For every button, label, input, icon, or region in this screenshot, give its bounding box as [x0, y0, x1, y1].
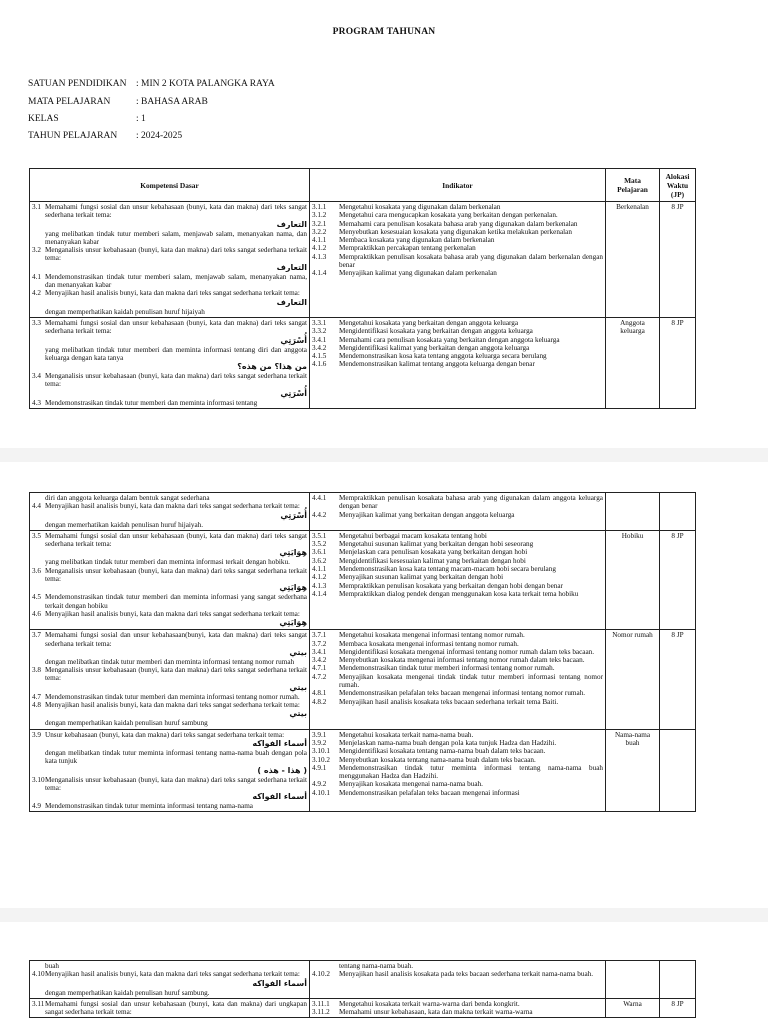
indikator-item — [312, 970, 603, 978]
document-page-1 — [0, 0, 768, 448]
kd-text: Memahami fungsi sosial dan unsur kebahasaan (bunyi, kata dan makna) dari ungkapan sangat sederhana terkait tema: — [45, 999, 307, 1017]
indikator-item — [312, 360, 603, 368]
kd-number: 4.9 — [32, 802, 41, 811]
indikator-number: 3.5.2 — [312, 540, 327, 549]
indikator-item — [312, 557, 603, 565]
indikator-number: 4.8.2 — [312, 697, 327, 706]
indikator-text: Mempraktikkan penulisan kosakata bahasa arab yang digunakan dalam berkenalan dengan benar — [339, 252, 603, 270]
indikator-text: Mendemonstrasikan pelafalan teks bacaan mengenai informasi — [339, 788, 520, 797]
indikator-text: Membaca kosakata mengenai informasi tentang nomor rumah. — [339, 639, 519, 648]
kd-continuation-text: dengan memerhatikan kaidah penulisan huruf hijaiyah. — [45, 520, 204, 529]
indikator-item — [312, 764, 603, 781]
indikator-text: Mendemonstrasikan kosa kata tentang macam-macam hobi secara berulang — [339, 565, 556, 574]
kd-number: 4.7 — [32, 692, 41, 701]
indikator-text: Membaca kosakata yang digunakan dalam berkenalan — [339, 236, 495, 245]
indikator-item — [312, 211, 603, 219]
kd-text: Menyajikan hasil analisis bunyi, kata dan makna dari teks sangat sederhana terkait tema: — [45, 970, 300, 979]
arabic-theme-text: أسماء الفواكه — [252, 792, 307, 802]
indikator-text: Menyajikan kalimat yang berkaitan dengan anggota keluarga — [339, 510, 515, 519]
meta-label: TAHUN PELAJARAN — [28, 131, 118, 141]
indikator-item — [312, 203, 603, 211]
arabic-theme-text: ( هذا - هذه ) — [257, 765, 307, 775]
indikator-number: 3.6.2 — [312, 556, 327, 565]
meta-value: : 1 — [136, 114, 146, 124]
arabic-theme-text: التعارف — [276, 219, 307, 229]
indikator-item — [312, 336, 603, 344]
indikator-item — [312, 319, 603, 327]
kd-text: Memahami fungsi sosial dan unsur kebahasaan (bunyi, kata dan makna) dari teks sangat sederhana terkait tema: — [45, 318, 307, 336]
indikator-number: 4.9.2 — [312, 780, 327, 789]
arabic-theme-text: أُسْرَتِي — [280, 388, 307, 398]
indikator-item — [312, 590, 603, 598]
indikator-number: 3.2.1 — [312, 219, 327, 228]
kd-number: 4.4 — [32, 502, 41, 511]
indikator-number: 4.10.2 — [312, 970, 330, 979]
table-row — [30, 530, 696, 629]
indikator-cell — [310, 530, 606, 629]
program-table-page-2 — [29, 492, 696, 812]
indikator-number: 4.7.1 — [312, 664, 327, 673]
kd-item — [32, 610, 307, 618]
kd-item — [32, 593, 307, 610]
indikator-text: Memahami cara penulisan kosakata bahasa arab yang digunakan dalam berkenalan — [339, 219, 578, 228]
kd-number: 4.3 — [32, 398, 41, 407]
indikator-number: 4.1.1 — [312, 565, 327, 574]
indikator-item — [312, 648, 603, 656]
indikator-number: 3.1.2 — [312, 211, 327, 220]
indikator-cell — [310, 493, 606, 531]
header-mata-pelajaran: Mata Pelajaran — [606, 169, 660, 202]
kd-number: 3.4 — [32, 372, 41, 381]
kd-item — [32, 666, 307, 683]
kd-number: 4.2 — [32, 289, 41, 298]
indikator-item — [312, 352, 603, 360]
indikator-item — [312, 673, 603, 690]
kd-text: Menyajikan hasil analisis bunyi, kata dan makna dari teks sangat sederhana terkait tema: — [45, 502, 300, 511]
indikator-item — [312, 1000, 603, 1008]
indikator-number: 4.1.4 — [312, 589, 327, 598]
indikator-text: Menyajikan susunan kalimat yang berkaitan dengan hobi — [339, 573, 504, 582]
indikator-text: Mendemonstrasikan kalimat tentang anggota keluarga dengan benar — [339, 360, 535, 369]
indikator-text: Menyebutkan kosakata tentang nama-nama buah dalam teks bacaan. — [339, 755, 536, 764]
alokasi-waktu-cell — [660, 729, 696, 812]
indikator-cell — [310, 998, 606, 1018]
indikator-item — [312, 565, 603, 573]
kd-text: Menyajikan hasil analisis bunyi, kata dan makna dari teks sangat sederhana terkait tema: — [45, 609, 300, 618]
mata-pelajaran-cell: Warna — [606, 998, 660, 1018]
kd-item — [32, 203, 307, 220]
kd-continuation-text: dengan memperhatikan kaidah penulisan huruf sambung. — [45, 988, 210, 997]
alokasi-waktu-cell — [660, 961, 696, 999]
indikator-text: tentang nama-nama buah. — [339, 962, 414, 970]
indikator-text: Menyajikan kosakata mengenai nama-nama buah. — [339, 780, 483, 789]
arabic-theme-text: بيتي — [289, 647, 307, 657]
kd-continuation-text: diri dan anggota keluarga dalam bentuk sangat sederhana — [45, 494, 210, 502]
indikator-number: 4.9.1 — [312, 763, 327, 772]
kd-item — [32, 1000, 307, 1017]
indikator-number: 4.4.2 — [312, 510, 327, 519]
indikator-number: 3.11.2 — [312, 1008, 330, 1017]
meta-row-mapel — [28, 97, 208, 107]
indikator-item — [312, 756, 603, 764]
indikator-text: Mengidentifikasi kosakata mengenai informasi tentang nomor rumah dalam teks bacaan. — [339, 647, 595, 656]
indikator-item — [312, 962, 603, 970]
indikator-text: Mempraktikkan penulisan kosakata bahasa arab yang digunakan dalam anggota keluarga dengan benar — [339, 494, 603, 511]
indikator-number: 4.8.1 — [312, 689, 327, 698]
kd-item — [32, 246, 307, 263]
kd-number: 4.1 — [32, 272, 41, 281]
indikator-cell — [310, 729, 606, 812]
kd-item — [32, 273, 307, 290]
kd-number: 3.2 — [32, 246, 41, 255]
kd-item — [32, 693, 307, 701]
indikator-number: 3.2.2 — [312, 227, 327, 236]
indikator-text: Menyajikan hasil analisis kosakata pada teks bacaan sederhana terkait nama-nama buah. — [339, 970, 594, 979]
kd-item — [32, 502, 307, 510]
indikator-number: 3.4.1 — [312, 335, 327, 344]
indikator-number: 4.1.3 — [312, 252, 327, 261]
meta-value: : MIN 2 KOTA PALANGKA RAYA — [136, 79, 275, 89]
kd-number: 3.8 — [32, 666, 41, 675]
table-row — [30, 202, 696, 318]
indikator-number: 4.1.4 — [312, 269, 327, 278]
indikator-item — [312, 689, 603, 697]
kd-text: Menyajikan hasil analisis bunyi, kata dan makna dari teks sangat sederhana terkait tema: — [45, 701, 300, 710]
indikator-item — [312, 244, 603, 252]
indikator-text: Mengetahui kosakata terkait warna-warna dari benda kongkrit. — [339, 999, 520, 1008]
indikator-text: Mempraktikkan dialog pendek dengan menggunakan kosa kata terkait tema hobiku — [339, 589, 579, 598]
alokasi-waktu-cell — [660, 493, 696, 531]
indikator-item — [312, 327, 603, 335]
meta-row-tahun — [28, 131, 182, 141]
kd-number: 3.5 — [32, 531, 41, 540]
indikator-cell — [310, 630, 606, 729]
kd-number: 3.9 — [32, 730, 41, 739]
kd-number: 3.7 — [32, 631, 41, 640]
indikator-item — [312, 236, 603, 244]
indikator-number: 3.9.1 — [312, 730, 327, 739]
program-table-page-3 — [29, 960, 696, 1018]
indikator-item — [312, 540, 603, 548]
kompetensi-dasar-cell — [30, 317, 310, 408]
indikator-number: 4.1.2 — [312, 573, 327, 582]
indikator-number: 4.10.1 — [312, 788, 330, 797]
table-body — [30, 202, 696, 409]
kd-item — [32, 776, 307, 793]
indikator-item — [312, 220, 603, 228]
kompetensi-dasar-cell — [30, 630, 310, 729]
indikator-number: 3.4.1 — [312, 647, 327, 656]
indikator-text: Menyajikan kosakata mengenai tindak tindak tutur memberi informasi tentang nomor rumah. — [339, 672, 603, 690]
indikator-text: Mendemonstrasikan pelafalan teks bacaan mengenai informasi tentang nomor rumah. — [339, 689, 586, 698]
indikator-number: 4.1.1 — [312, 236, 327, 245]
indikator-text: Menjelaskan cara penulisan kosakata yang berkaitan dengan hobi — [339, 548, 528, 557]
table-body — [30, 493, 696, 812]
indikator-text: Menyebutkan kesesuaian kosakata yang digunakan ketika melakukan perkenalan — [339, 227, 572, 236]
indikator-cell — [310, 202, 606, 318]
kd-text: Mendemonstrasikan tindak tutur memberi salam, menjawab salam, menanyakan nama, dan menanyakan kabar — [45, 272, 307, 290]
kompetensi-dasar-cell — [30, 961, 310, 999]
kd-item — [32, 372, 307, 389]
kd-number: 4.8 — [32, 701, 41, 710]
kd-number: 3.10 — [32, 775, 45, 784]
arabic-theme-text: التعارف — [276, 297, 307, 307]
mata-pelajaran-cell: Anggota keluarga — [606, 317, 660, 408]
indikator-item — [312, 640, 603, 648]
document-page-2 — [0, 462, 768, 908]
table-row — [30, 630, 696, 729]
mata-pelajaran-cell: Hobiku — [606, 530, 660, 629]
kd-text: Mendemonstrasikan tindak tutur meminta informasi tentang nama-nama — [45, 802, 253, 811]
indikator-item — [312, 511, 603, 519]
indikator-text: Memahami unsur kebahasaan, kata dan makna terkait warna-warna — [339, 1008, 533, 1017]
kompetensi-dasar-cell — [30, 530, 310, 629]
kd-item — [32, 319, 307, 336]
arabic-theme-text: هِوَايَتِي — [279, 618, 307, 628]
indikator-text: Menyebutkan kosakata mengenai informasi tentang nomor rumah dalam teks bacaan. — [339, 656, 585, 665]
indikator-number: 3.10.1 — [312, 747, 330, 756]
document-page-3 — [0, 922, 768, 1024]
kd-number: 4.6 — [32, 609, 41, 618]
kd-continuation-text: yang melibatkan tindak tutur memberi salam, menjawab salam, menanyakan nama, dan menanyakan kabar — [45, 229, 307, 246]
indikator-text: Memahami cara penulisan kosakata yang berkaitan dengan anggota keluarga — [339, 335, 560, 344]
alokasi-waktu-cell: 8 JP — [660, 998, 696, 1018]
indikator-number: 3.3.2 — [312, 327, 327, 336]
header-indikator: Indikator — [310, 169, 606, 202]
table-row — [30, 317, 696, 408]
kd-item — [32, 701, 307, 709]
kd-text: Mendemonstrasikan tindak tutur memberi dan meminta informasi tentang nomor rumah. — [45, 692, 300, 701]
kd-text: Memahami fungsi sosial dan unsur kebahasaan(bunyi, kata dan makna) dari teks sangat sederhana terkait tema: — [45, 631, 307, 648]
kd-number: 3.1 — [32, 203, 41, 211]
indikator-item — [312, 582, 603, 590]
indikator-text: Mengetahui berbagai macam kosakata tentang hobi — [339, 531, 487, 540]
program-table-page-1 — [29, 168, 696, 409]
meta-value: : 2024-2025 — [136, 131, 183, 141]
indikator-item — [312, 747, 603, 755]
alokasi-waktu-cell: 8 JP — [660, 202, 696, 318]
indikator-text: Mendemonstrasikan tindak tutur meminta informasi tentang nama-nama buah menggunakan Hadza dan Hadzihi. — [339, 763, 603, 781]
kd-text: Memahami fungsi sosial dan unsur kebahasaan (bunyi, kata dan makna) dari teks sangat sederhana terkait tema: — [45, 203, 307, 220]
indikator-item — [312, 780, 603, 788]
arabic-theme-text: أُسْرَتِي — [280, 335, 307, 345]
meta-label: SATUAN PENDIDIKAN — [28, 79, 127, 89]
alokasi-waktu-cell: 8 JP — [660, 317, 696, 408]
indikator-text: Menjelaskan nama-nama buah dengan pola kata tunjuk Hadza dan Hadzihi. — [339, 738, 557, 747]
kd-item — [32, 532, 307, 549]
table-header-row — [30, 169, 696, 202]
indikator-number: 4.7.2 — [312, 672, 327, 681]
indikator-text: Mendemonstrasikan kosa kata tentang anggota keluarga secara berulang — [339, 352, 547, 361]
header-alokasi-waktu: Alokasi Waktu (JP) — [660, 169, 696, 202]
indikator-number: 3.4.2 — [312, 343, 327, 352]
alokasi-waktu-cell: 8 JP — [660, 630, 696, 729]
meta-row-kelas — [28, 114, 146, 124]
kd-number: 3.6 — [32, 566, 41, 575]
mata-pelajaran-cell — [606, 493, 660, 531]
indikator-item — [312, 739, 603, 747]
kd-continuation-text: dengan memperhatikan kaidah penulisan huruf hijaiyah — [45, 307, 205, 316]
kd-item — [32, 289, 307, 297]
document-title: PROGRAM TAHUNAN — [332, 27, 436, 37]
mata-pelajaran-cell — [606, 961, 660, 999]
arabic-theme-text: من هذا؟ من هذه؟ — [237, 362, 307, 372]
kd-item — [32, 399, 307, 407]
kompetensi-dasar-cell — [30, 493, 310, 531]
kd-continuation-text: buah — [45, 962, 59, 970]
mata-pelajaran-cell: Berkenalan — [606, 202, 660, 318]
kd-text: Menganalisis unsur kebahasaan (bunyi, kata dan makna) dari teks sangat sederhana terkait tema: — [45, 566, 307, 584]
arabic-theme-text: بيتي — [289, 682, 307, 692]
arabic-theme-text: أسماء الفواكه — [252, 978, 307, 988]
kd-text: Menganalisis unsur kebahasaan (bunyi, kata dan makna) dari teks sangat sederhana terkait tema: — [45, 775, 307, 792]
indikator-number: 3.7.2 — [312, 639, 327, 648]
indikator-text: Mengidentifikasi kalimat yang berkaitan dengan anggota keluarga — [339, 343, 530, 352]
indikator-item — [312, 494, 603, 511]
indikator-text: Mengidentifikasi kosakata yang berkaitan dengan anggota keluarga — [339, 327, 533, 336]
arabic-theme-text: هِوَايَتِي — [279, 583, 307, 593]
table-row — [30, 729, 696, 812]
table-row — [30, 961, 696, 999]
arabic-theme-text: أُسْرَتِي — [280, 510, 307, 520]
indikator-number: 4.1.6 — [312, 360, 327, 369]
indikator-text: Menyajikan hasil analisis kosakata teks bacaan sederhana terkait tema Baiti. — [339, 697, 559, 706]
indikator-item — [312, 698, 603, 706]
indikator-number — [312, 962, 339, 970]
indikator-number: 3.5.1 — [312, 531, 327, 540]
kd-item — [32, 631, 307, 648]
kd-text: Menganalisis unsur kebahasaan (bunyi, kata dan makna) dari teks sangat sederhana terkait tema: — [45, 666, 307, 683]
indikator-item — [312, 548, 603, 556]
kd-number: 3.11 — [32, 999, 45, 1008]
indikator-number: 4.1.5 — [312, 352, 327, 361]
meta-row-satuan — [28, 79, 275, 89]
indikator-number: 4.1.2 — [312, 244, 327, 253]
kd-text: Menganalisis unsur kebahasaan (bunyi, kata dan makna) dari teks sangat sederhana terkait tema: — [45, 372, 307, 389]
header-kompetensi-dasar: Kompetensi Dasar — [30, 169, 310, 202]
kd-item — [32, 567, 307, 584]
indikator-text: Mempraktikkan percakapan tentang perkenalan — [339, 244, 476, 253]
indikator-text: Mengidentifikasi kesesuaian kalimat yang berkaitan dengan hobi — [339, 556, 526, 565]
kd-item — [32, 970, 307, 978]
indikator-item — [312, 344, 603, 352]
indikator-number: 3.3.1 — [312, 318, 327, 327]
kd-text: Memahami fungsi sosial dan unsur kebahasaan (bunyi, kata dan makna) dari teks sangat sederhana terkait tema: — [45, 531, 307, 549]
arabic-theme-text: هِوَايَتِي — [279, 548, 307, 558]
alokasi-waktu-cell: 8 JP — [660, 530, 696, 629]
kd-number: 4.10 — [32, 970, 45, 979]
indikator-text: Mengetahui kosakata yang digunakan dalam berkenalan — [339, 203, 501, 211]
mata-pelajaran-cell: Nomor rumah — [606, 630, 660, 729]
indikator-number: 3.9.2 — [312, 738, 327, 747]
indikator-text: Mengetahui kosakata mengenai informasi tentang nomor rumah. — [339, 631, 525, 640]
arabic-theme-text: بيتي — [289, 709, 307, 719]
indikator-text: Mengetahui susunan kalimat yang berkaitan dengan hobi seseorang — [339, 540, 534, 549]
meta-value: : BAHASA ARAB — [136, 97, 208, 107]
meta-label: MATA PELAJARAN — [28, 97, 111, 107]
indikator-text: Menyajikan kalimat yang digunakan dalam perkenalan — [339, 269, 497, 278]
indikator-text: Mengetahui kosakata yang berkaitan dengan anggota keluarga — [339, 318, 519, 327]
kd-text: Mendemonstrasikan tindak tutur memberi dan meminta informasi yang sangat sederhana terkait dengan hobiku — [45, 593, 307, 610]
kd-continuation-text: dengan memperhatikan kaidah penulisan huruf sambung — [45, 719, 208, 728]
table-row — [30, 493, 696, 531]
indikator-item — [312, 269, 603, 277]
indikator-item — [312, 731, 603, 739]
indikator-number: 3.10.2 — [312, 755, 330, 764]
indikator-item — [312, 228, 603, 236]
indikator-item — [312, 573, 603, 581]
indikator-item — [312, 631, 603, 639]
kd-item — [32, 802, 307, 810]
kompetensi-dasar-cell — [30, 998, 310, 1018]
kd-text: Unsur kebahasaan (bunyi, kata dan makna) dari teks sangat sederhana terkait tema: — [45, 730, 285, 739]
indikator-number: 3.6.1 — [312, 548, 327, 557]
indikator-text: Mengetahui cara mengucapkan kosakata yang berkaitan dengan perkenalan. — [339, 211, 558, 220]
indikator-number: 4.1.3 — [312, 581, 327, 590]
indikator-item — [312, 656, 603, 664]
indikator-text: Mengidentifikasi kosakata tentang nama-nama buah dalam teks bacaan. — [339, 747, 546, 756]
arabic-theme-text: التعارف — [276, 262, 307, 272]
indikator-item — [312, 253, 603, 270]
indikator-cell — [310, 317, 606, 408]
indikator-text: Mengetahui kosakata terkait nama-nama buah. — [339, 730, 474, 739]
table-row — [30, 998, 696, 1018]
kd-continuation-text: dengan melibatkan tindak tutur meminta informasi tentang nama-nama buah dengan pola kata tunjuk — [45, 748, 307, 766]
kd-item — [32, 731, 307, 739]
kd-continuation-text: dengan melibatkan tindak tutur memberi dan meminta informasi tentang nomor rumah — [45, 657, 295, 666]
kompetensi-dasar-cell — [30, 202, 310, 318]
meta-label: KELAS — [28, 114, 59, 124]
indikator-number: 3.7.1 — [312, 631, 327, 640]
kd-continuation-text: yang melibatkan tindak tutur memberi dan meminta informasi tentang diri dan anggota keluarga dengan kata tanya — [45, 345, 307, 362]
mata-pelajaran-cell: Nama-nama buah — [606, 729, 660, 812]
indikator-item — [312, 532, 603, 540]
arabic-theme-text: أسماء الفواكه — [252, 738, 307, 748]
indikator-number: 4.4.1 — [312, 494, 327, 502]
kd-number: 4.5 — [32, 593, 41, 602]
indikator-cell — [310, 961, 606, 999]
kd-text: Mendemonstrasikan tindak tutur memberi dan meminta informasi tentang — [45, 398, 258, 407]
indikator-item — [312, 789, 603, 797]
kd-text: Menyajikan hasil analisis bunyi, kata dan makna dari teks sangat sederhana terkait tema: — [45, 289, 300, 298]
kd-text: Menganalisis unsur kebahasaan (bunyi, kata dan makna) dari teks sangat sederhana terkait tema: — [45, 246, 307, 263]
indikator-number: 3.1.1 — [312, 203, 327, 211]
table-body — [30, 961, 696, 1018]
indikator-item — [312, 1008, 603, 1016]
indikator-item — [312, 664, 603, 672]
kd-number: 3.3 — [32, 318, 41, 327]
indikator-number: 3.11.1 — [312, 999, 330, 1008]
indikator-number: 3.4.2 — [312, 656, 327, 665]
kompetensi-dasar-cell — [30, 729, 310, 812]
kd-continuation-text: yang melibatkan tindak tutur memberi dan meminta informasi terkait dengan hobiku. — [45, 558, 290, 567]
indikator-text: Mempraktikkan penulisan kosakata yang berkaitan dengan hobi dengan benar — [339, 581, 563, 590]
indikator-text: Mendemonstrasikan tindak tutur memberi informasi tentang nomor rumah. — [339, 664, 555, 673]
